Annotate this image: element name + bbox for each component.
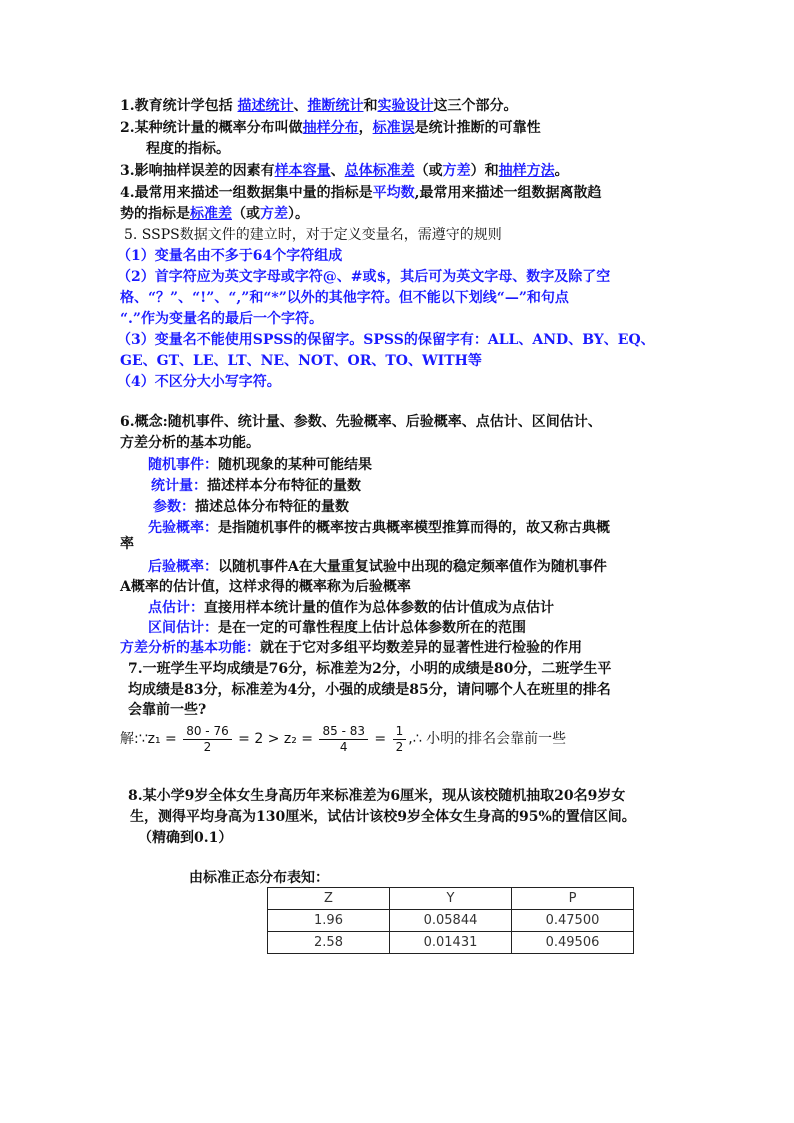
q4-line1 [120, 183, 602, 203]
q5-rule-2b: 格、“？”、“!”、“,”和“*”以外的其他字符。但不能以下划线“—”和句点 [120, 290, 569, 306]
z-table-cell: 1.96 [268, 910, 390, 932]
z-table-header-row [268, 888, 634, 910]
q7-line3: 会靠前一些? [128, 702, 207, 718]
q8-table-caption: 由标准正态分布表知： [189, 870, 329, 886]
q5-rule-4: （4）不区分大小写字符。 [117, 374, 281, 390]
q4-line2-prefix: 势的指标是 [120, 206, 190, 222]
q6-def-2 [151, 476, 361, 496]
q4-suffix: ）。 [288, 206, 309, 222]
q6-def-8 [120, 638, 582, 658]
q3-mid1: （或 [414, 163, 443, 179]
q3-answer-b: 总体标准差 [344, 163, 415, 179]
q4-line1-prefix: 4.最常用来描述一组数据集中量的指标是 [120, 185, 373, 201]
q2-mid: ， [358, 120, 373, 136]
q6-def-5 [148, 557, 607, 577]
q6-def-3 [153, 497, 349, 517]
q8-line1: 8.某小学9岁全体女生身高历年来标准差为6厘米，现从该校随机抽取20名9岁女 [128, 788, 626, 804]
q7-sol-prefix: 解:∵z₁ = [120, 731, 182, 747]
q7-f3-den: 2 [395, 739, 404, 754]
q6-desc-4: 是指随机事件的概率按古典概率模型推算而得的，故又称古典概 [218, 520, 610, 536]
q1-line [120, 96, 518, 116]
q2-line2 [146, 139, 230, 159]
z-table [267, 887, 634, 954]
q6-term-3: 参数： [153, 499, 195, 515]
z-table-header-z: Z [268, 888, 390, 910]
table-row [268, 932, 634, 954]
q7-line2: 均成绩是83分，标准差为4分，小强的成绩是85分，请问哪个人在班里的排名 [128, 682, 611, 698]
q2-line2-text: 程度的指标。 [146, 141, 230, 157]
q6-desc-2: 描述样本分布特征的量数 [207, 478, 361, 494]
q1-prefix: 1.教育统计学包括 [120, 98, 238, 114]
q7-f2-den: 4 [339, 739, 348, 754]
q6-term-5: 后验概率： [148, 559, 218, 575]
q2-prefix: 2.某种统计量的概率分布叫做 [120, 120, 303, 136]
q7-f2-num: 85 - 83 [319, 724, 368, 740]
z-table-cell: 2.58 [268, 932, 390, 954]
q3-suffix: 。 [554, 163, 569, 179]
q6-def-5b: A概率的估计值，这样求得的概率称为后验概率 [120, 579, 411, 595]
q7-fraction-3 [393, 724, 407, 755]
q7-sol-eq: = [369, 731, 391, 747]
q4-line1-suffix: ,最常用来描述一组数据离散趋 [414, 185, 602, 201]
q1-sep2: 和 [363, 98, 378, 114]
q8-line3: （精确到0.1） [138, 830, 233, 846]
q3-line [120, 161, 569, 181]
z-table-cell: 0.01431 [390, 932, 512, 954]
q6-desc-1: 随机现象的某种可能结果 [218, 457, 372, 473]
q6-def-7 [148, 618, 526, 638]
q3-answer-b2: 方差 [442, 163, 471, 179]
z-table-header-y: Y [390, 888, 512, 910]
q6-term-7: 区间估计： [148, 620, 218, 636]
table-row [268, 910, 634, 932]
q6-term-6: 点估计： [148, 600, 204, 616]
z-table-cell: 0.47500 [512, 910, 634, 932]
q4-answer-a: 平均数 [372, 185, 415, 201]
q5-rule-2c: “.”作为变量名的最后一个字符。 [120, 311, 323, 327]
q2-suffix: 是统计推断的可靠性 [414, 120, 541, 136]
q7-sol-suffix: ,∴ 小明的排名会靠前一些 [408, 731, 567, 747]
q6-desc-7: 是在一定的可靠性程度上估计总体参数所在的范围 [218, 620, 526, 636]
q6-def-4 [148, 518, 610, 538]
q3-prefix: 3.影响抽样误差的因素有 [120, 163, 275, 179]
q2-line [120, 118, 541, 138]
q6-term-1: 随机事件： [148, 457, 218, 473]
q5-rule-2a: （2）首字符应为英文字母或字符@、#或$，其后可为英文字母、数字及除了空 [117, 269, 611, 285]
z-table-header-p: P [512, 888, 634, 910]
q8-line2: 生，测得平均身高为130厘米，试估计该校9岁全体女生身高的95%的置信区间。 [130, 809, 636, 825]
q4-mid: （或 [232, 206, 260, 222]
q7-solution [120, 720, 566, 758]
q6-desc-3: 描述总体分布特征的量数 [195, 499, 349, 515]
q7-fraction-1 [183, 724, 232, 755]
q6-desc-5: 以随机事件A在大量重复试验中出现的稳定频率值作为随机事件 [218, 559, 607, 575]
q7-f1-den: 2 [203, 739, 212, 754]
q1-sep1: 、 [293, 98, 308, 114]
q5-rule-3b: GE、GT、LE、LT、NE、NOT、OR、TO、WITH等 [120, 353, 482, 369]
q7-fraction-2 [319, 724, 368, 755]
z-table-cell: 0.05844 [390, 910, 512, 932]
q1-answer-b: 推断统计 [307, 98, 364, 114]
q6-term-8: 方差分析的基本功能： [120, 640, 260, 656]
q3-answer-c: 抽样方法 [498, 163, 555, 179]
q1-answer-c: 实验设计 [377, 98, 434, 114]
q6-def-1 [148, 455, 372, 475]
q4-answer-b2: 方差 [260, 206, 288, 222]
q6-title1: 6.概念:随机事件、统计量、参数、先验概率、后验概率、点估计、区间估计、 [120, 414, 602, 430]
q7-line1: 7.一班学生平均成绩是76分，标准差为2分，小明的成绩是80分，二班学生平 [128, 661, 612, 677]
q6-desc-6: 直接用样本统计量的值作为总体参数的估计值成为点估计 [204, 600, 554, 616]
q6-def-4b: 率 [120, 536, 134, 552]
q6-def-6 [148, 598, 554, 618]
q6-desc-8: 就在于它对多组平均数差异的显著性进行检验的作用 [260, 640, 582, 656]
q7-sol-mid: = 2 > z₂ = [233, 731, 318, 747]
q3-sep: 、 [330, 163, 345, 179]
q2-answer-b: 标准误 [372, 120, 415, 136]
q7-f1-num: 80 - 76 [183, 724, 232, 740]
q1-suffix: 这三个部分。 [433, 98, 518, 114]
q7-f3-num: 1 [393, 724, 407, 740]
q3-answer-a: 样本容量 [274, 163, 331, 179]
q4-line2 [120, 204, 309, 224]
q3-mid2: ）和 [470, 163, 499, 179]
q5-title: 5. SSPS数据文件的建立时，对于定义变量名，需遵守的规则 [124, 227, 502, 243]
z-table-cell: 0.49506 [512, 932, 634, 954]
q4-answer-b: 标准差 [190, 206, 232, 222]
q5-rule-3a: （3）变量名不能使用SPSS的保留字。SPSS的保留字有：ALL、AND、BY、EQ、 [117, 332, 655, 348]
q6-term-4: 先验概率： [148, 520, 218, 536]
q6-term-2: 统计量： [151, 478, 207, 494]
q5-rule-1: （1）变量名由不多于64个字符组成 [117, 248, 343, 264]
q6-title2: 方差分析的基本功能。 [120, 435, 260, 451]
q1-answer-a: 描述统计 [237, 98, 294, 114]
q2-answer-a: 抽样分布 [302, 120, 359, 136]
